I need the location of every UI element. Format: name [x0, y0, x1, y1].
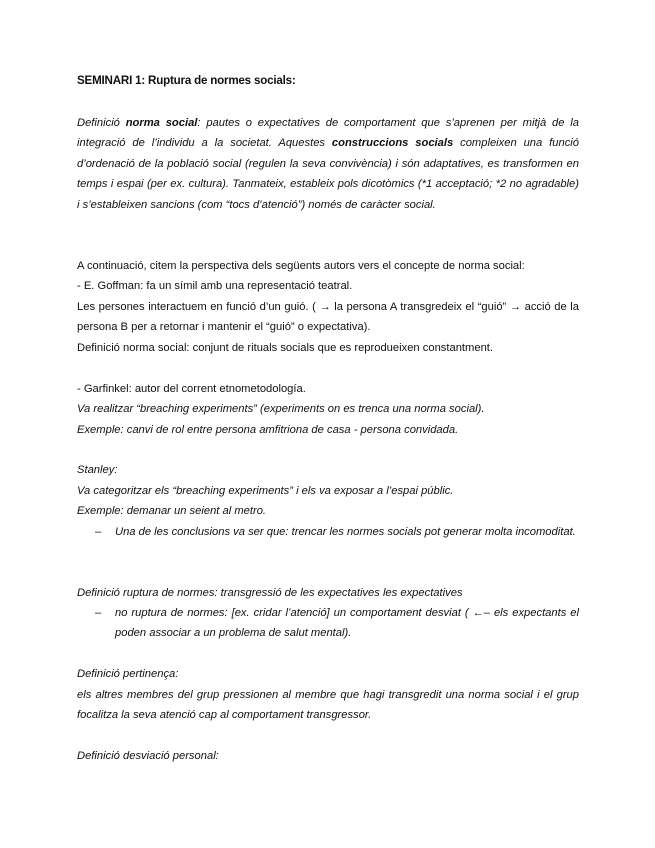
term-construccions-socials: construccions socials: [331, 137, 454, 150]
intro-authors: A continuació, citem la perspectiva dels següents autors vers el concepte de norma social:: [77, 260, 525, 272]
def-part2: compleixen una funció d’ordenació de la població social (regulen la seva convivència) i són adaptatives, es transformen en temps i espai (per ex. cultura). Tanmateix, estableix pols dicotòmics (*1 acceptació; *2 no agradable) i s’estableixen sancions (com “tocs d’atenció”) només de caràcter social.: [77, 137, 579, 211]
ruptura-line1: Definició ruptura de normes: transgressió de les expectatives les expectatives: [77, 587, 463, 599]
stanley-line2: Va categoritzar els “breaching experiments” i els va exposar a l’espai públic.: [77, 485, 454, 497]
garfinkel-line3: Exemple: canvi de rol entre persona amfitriona de casa - persona convidada.: [77, 424, 459, 436]
bullet-dash: –: [95, 607, 102, 619]
garfinkel-line2: Va realitzar “breaching experiments” (experiments on es trenca una norma social).: [77, 403, 485, 415]
bullet-dash: –: [95, 526, 102, 538]
ruptura-bullet: [77, 603, 579, 644]
def-part1: : pautes o expectatives de comportament que s’aprenen per mitjà de la integració de l’individu a la societat. Aquestes: [77, 117, 580, 150]
stanley-line1: Stanley:: [77, 464, 118, 476]
goffman-line2: Les persones interactuem en funció d’un guió. ( → la persona A transgredeix el “guió” → acció de la persona B per a retornar i mantenir el “guió” o expectativa).: [77, 301, 579, 334]
stanley-line3: Exemple: demanar un seient al metro.: [77, 505, 267, 517]
term-norma-social: norma social: [125, 117, 198, 129]
definition-norma-social: [77, 113, 579, 215]
ruptura-bullet-text: no ruptura de normes: [ex. cridar l’atenció] un comportament desviat ( ←– els expectants el poden associar a un problema de salut mental).: [115, 607, 579, 640]
desviacio-heading: Definició desviació personal:: [77, 750, 219, 762]
goffman-line1: - E. Goffman: fa un símil amb una representació teatral.: [77, 280, 353, 292]
pertinenca-line2: els altres membres del grup pressionen al membre que hagi transgredit una norma social i el grup focalitza la seva atenció cap al comportament transgressor.: [77, 689, 579, 722]
def-prefix: Definició: [77, 117, 126, 129]
pertinenca-line1: Definició pertinença:: [77, 668, 179, 680]
goffman-line3: Definició norma social: conjunt de rituals socials que es reprodueixen constantment.: [77, 342, 494, 354]
page-title: SEMINARI 1: Ruptura de normes socials:: [77, 74, 296, 87]
stanley-bullet-text: Una de les conclusions va ser que: trencar les normes socials pot generar molta incomoditat.: [115, 526, 576, 538]
garfinkel-line1: - Garfinkel: autor del corrent etnometodología.: [77, 383, 306, 395]
stanley-bullet: [77, 522, 579, 542]
